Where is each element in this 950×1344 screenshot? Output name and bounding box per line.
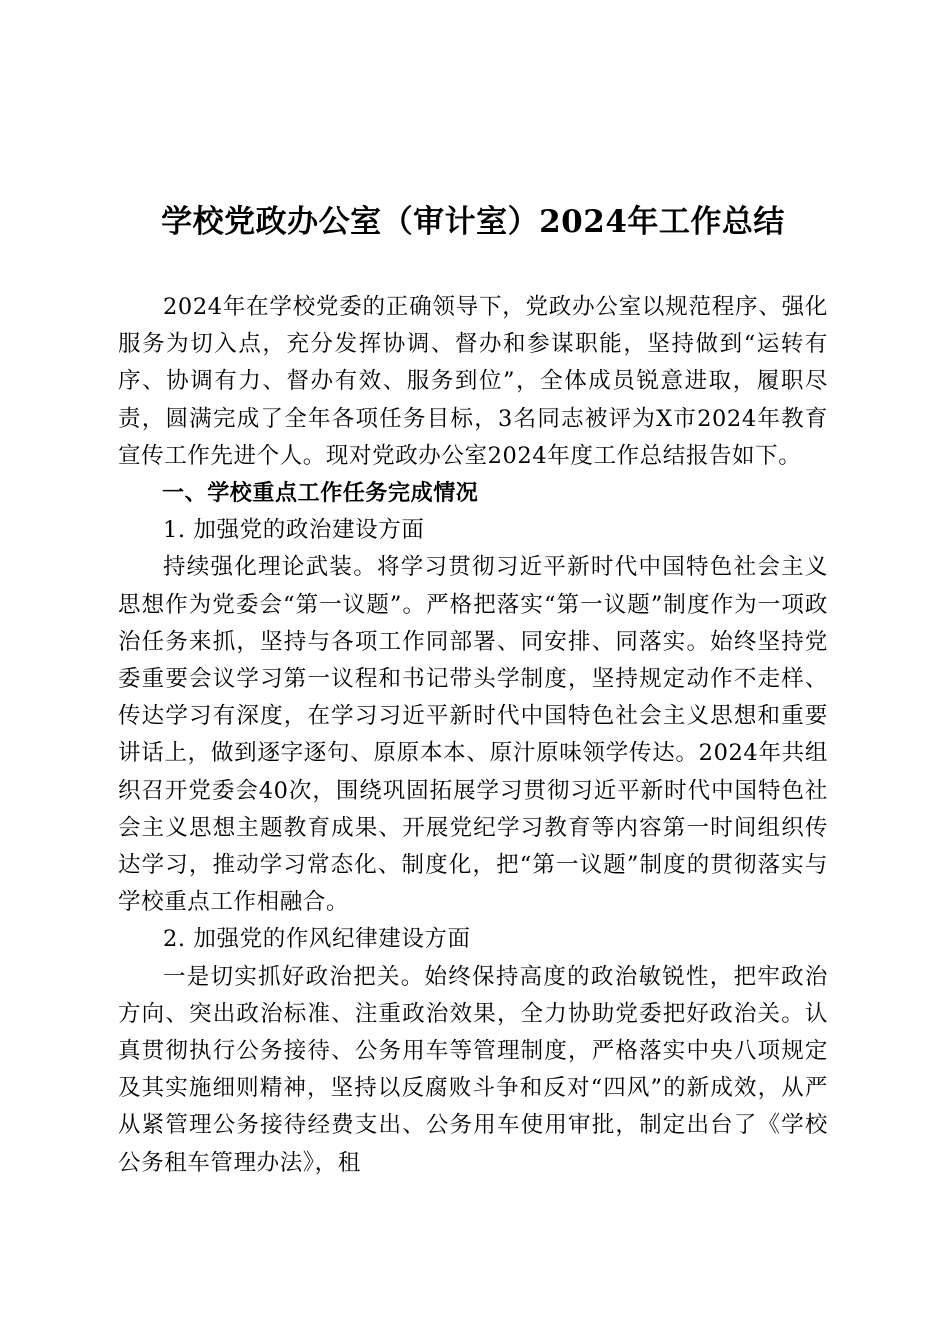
intro-paragraph: 2024年在学校党委的正确领导下，党政办公室以规范程序、强化服务为切入点，充分发挥协调、督办和参谋职能，坚持做到“运转有序、协调有力、督办有效、服务到位”，全体成员锐意进取，履职尽责，圆满完成了全年各项任务目标，3名同志被评为X市2024年教育宣传工作先进个人。现对党政办公室2024年度工作总结报告如下。: [118, 294, 828, 469]
subsection-heading-1: 1. 加强党的政治建设方面: [163, 517, 425, 544]
document-body: [118, 289, 828, 1182]
body-paragraph-1: 持续强化理论武装。将学习贯彻习近平新时代中国特色社会主义思想作为党委会“第一议题”。严格把落实“第一议题”制度作为一项政治任务来抓，坚持与各项工作同部署、同安排、同落实。始终坚持党委重要会议学习第一议程和书记带头学制度，坚持规定动作不走样、传达学习有深度，在学习习近平新时代中国特色社会主义思想和重要讲话上，做到逐字逐句、原原本本、原汁原味领学传达。2024年共组织召开党委会40次，围绕巩固拓展学习贯彻习近平新时代中国特色社会主义思想主题教育成果、开展党纪学习教育等内容第一时间组织传达学习，推动学习常态化、制度化，把“第一议题”制度的贯彻落实与学校重点工作相融合。: [118, 554, 828, 916]
subsection-heading-2: 2. 加强党的作风纪律建设方面: [163, 926, 471, 953]
body-paragraph-2: 一是切实抓好政治把关。始终保持高度的政治敏锐性，把牢政治方向、突出政治标准、注重政治效果，全力协助党委把好政治关。认真贯彻执行公务接待、公务用车等管理制度，严格落实中央八项规定及其实施细则精神，坚持以反腐败斗争和反对“四风”的新成效，从严从紧管理公务接待经费支出、公务用车使用审批，制定出台了《学校公务租车管理办法》，租: [118, 963, 828, 1176]
section-heading-1: 一、学校重点工作任务完成情况: [162, 481, 479, 507]
document-title: 学校党政办公室（审计室）2024年工作总结: [161, 204, 785, 240]
